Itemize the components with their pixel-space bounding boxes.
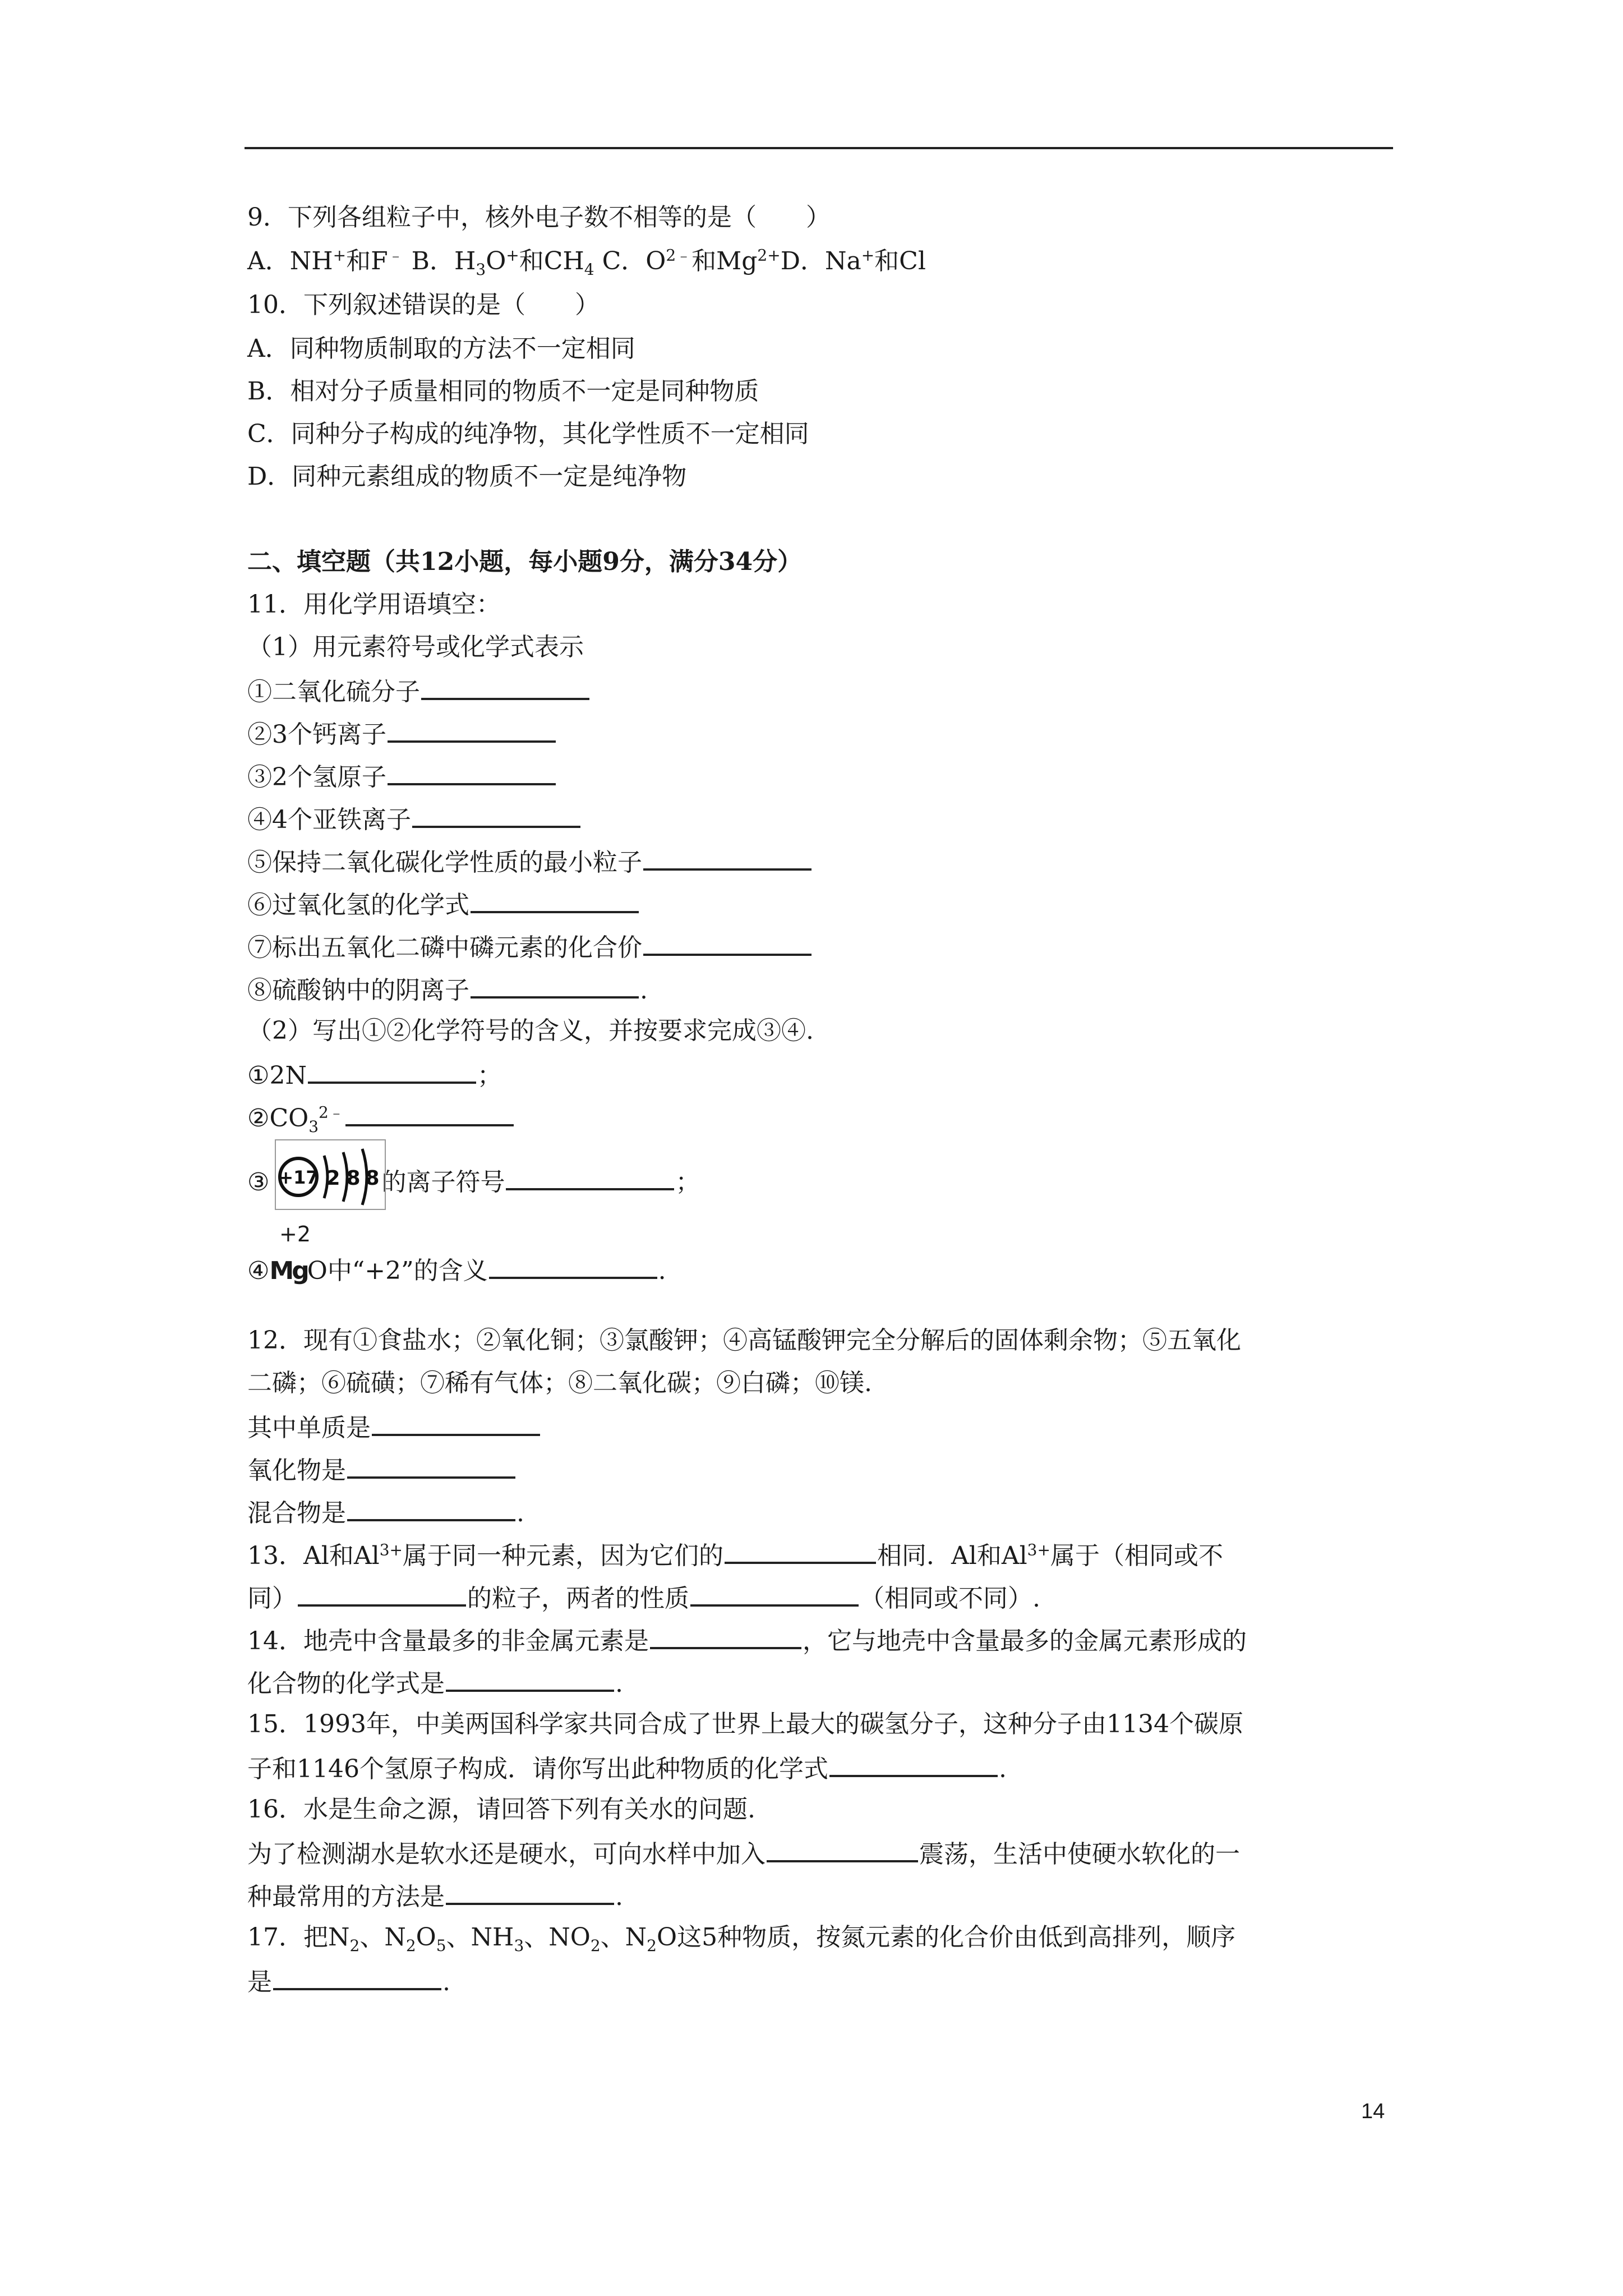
q11-stem: 11．用化学用语填空： <box>247 590 501 619</box>
q11-part2: （2）写出①②化学符号的含义，并按要求完成③④. <box>247 1016 814 1045</box>
page-number: 14 <box>1361 2100 1385 2123</box>
q9-options: A．NH+和F﹣ B．$H_3O^+$和$CH_4$ C．$O^{2﹣}$和$Mg^{2+}D$．Na+和Cl <box>247 246 926 279</box>
answer-blank[interactable] <box>489 1252 657 1279</box>
q10-stem: 10．下列叙述错误的是（ ） <box>247 291 600 319</box>
mg-symbol: Mg <box>269 1257 307 1285</box>
answer-blank[interactable] <box>347 1494 515 1521</box>
q14-line-1: 14．地壳中含量最多的非金属元素是 ，它与地壳中含量最多的金属元素形成的 <box>247 1622 1247 1658</box>
q12-item-a: 其中单质是 <box>247 1409 541 1445</box>
q10-option-b: B．相对分子质量相同的物质不一定是同种物质 <box>247 377 759 406</box>
q10-option-d: D．同种元素组成的物质不一定是纯净物 <box>247 462 687 491</box>
q12-line-1: 12．现有①食盐水；②氧化铜；③氯酸钾；④高锰酸钾完全分解后的固体剩余物；⑤五氧化 <box>247 1326 1241 1355</box>
q11-part1: （1）用元素符号或化学式表示 <box>247 633 584 661</box>
q17-line-1: 17．把$N_2$、$N_2O_5$、$NH_3$、$NO_2$、$N_2O$这5种物质，按氮元素的化合价由低到高排列，顺序 <box>247 1923 1236 1955</box>
q9-stem: 9．下列各组粒子中，核外电子数不相等的是（ ） <box>247 203 831 232</box>
q14-line-2: 化合物的化学式是 . <box>247 1665 623 1701</box>
answer-blank[interactable] <box>372 1409 540 1436</box>
answer-blank[interactable] <box>308 1057 476 1084</box>
answer-blank[interactable] <box>643 844 811 871</box>
section-2-title: 二、填空题（共12小题，每小题9分，满分34分） <box>247 547 803 576</box>
header-rule <box>245 147 1393 149</box>
nucleus-charge: +17 <box>278 1167 319 1188</box>
shell-1-electrons: 2 <box>326 1167 340 1190</box>
q11-p2-item-4: ④MgO中“+2”的含义 . <box>247 1252 666 1288</box>
answer-blank[interactable] <box>298 1580 466 1607</box>
shell-2-electrons: 8 <box>346 1167 361 1190</box>
answer-blank[interactable] <box>725 1537 876 1564</box>
answer-blank[interactable] <box>643 929 811 956</box>
q16-line-1: 16．水是生命之源，请回答下列有关水的问题. <box>247 1795 755 1824</box>
q11-item-5: ⑤保持二氧化碳化学性质的最小粒子 <box>247 844 813 880</box>
answer-blank[interactable] <box>347 1452 515 1479</box>
q11-p2-item-1: ①2N ； <box>247 1057 502 1093</box>
shell-3-electrons: 8 <box>365 1167 380 1190</box>
q16-line-2: 为了检测湖水是软水还是硬水，可向水样中加入 震荡，生活中使硬水软化的一 <box>247 1835 1240 1871</box>
answer-blank[interactable] <box>690 1580 859 1607</box>
answer-blank[interactable] <box>471 886 639 913</box>
answer-blank[interactable] <box>446 1878 614 1905</box>
chlorine-ion-structure-diagram <box>275 1139 387 1212</box>
q12-item-c: 混合物是 . <box>247 1494 524 1530</box>
q10-option-c: C．同种分子构成的纯净物，其化学性质不一定相同 <box>247 420 809 448</box>
answer-blank[interactable] <box>412 801 580 828</box>
q11-p2-item-3: ③ 的离子符号 ； <box>247 1157 700 1199</box>
answer-blank[interactable] <box>421 673 589 700</box>
q17-line-2: 是 . <box>247 1963 450 1999</box>
q11-item-7: ⑦标出五氧化二磷中磷元素的化合价 <box>247 929 813 965</box>
answer-blank[interactable] <box>767 1835 918 1862</box>
valence-charge-label: +2 <box>279 1222 311 1246</box>
answer-blank[interactable] <box>273 1963 441 1990</box>
q11-item-8: ⑧硫酸钠中的阴离子 . <box>247 972 648 1007</box>
answer-blank[interactable] <box>446 1665 614 1692</box>
q11-item-4: ④4个亚铁离子 <box>247 801 582 837</box>
answer-blank[interactable] <box>345 1099 514 1126</box>
answer-blank[interactable] <box>650 1622 801 1649</box>
q11-p2-item-2: $②CO_3^{2﹣}$ <box>247 1099 515 1135</box>
answer-blank[interactable] <box>388 758 556 785</box>
q15-line-2: 子和1146个氢原子构成．请你写出此种物质的化学式 . <box>247 1750 1007 1786</box>
q11-item-2: ②3个钙离子 <box>247 716 557 752</box>
q13-line-2: 同） 的粒子，两者的性质 （相同或不同）. <box>247 1580 1040 1616</box>
q10-option-a: A．同种物质制取的方法不一定相同 <box>247 334 635 363</box>
answer-blank[interactable] <box>471 972 639 999</box>
q11-item-1: ①二氧化硫分子 <box>247 673 591 709</box>
q11-item-6: ⑥过氧化氢的化学式 <box>247 886 640 922</box>
answer-blank[interactable] <box>506 1163 674 1190</box>
q11-item-3: ③2个氢原子 <box>247 758 557 794</box>
q12-item-b: 氧化物是 <box>247 1452 517 1488</box>
answer-blank[interactable] <box>829 1750 998 1777</box>
answer-blank[interactable] <box>388 716 556 743</box>
q15-line-1: 15．1993年，中美两国科学家共同合成了世界上最大的碳氢分子，这种分子由1134个碳原 <box>247 1710 1243 1738</box>
q13-line-1: 13．Al和$Al^{3+}$属于同一种元素，因为它们的 相同．Al和$Al^{3+}$属于（相同或不 <box>247 1537 1223 1573</box>
q12-line-2: 二磷；⑥硫磺；⑦稀有气体；⑧二氧化碳；⑨白磷；⑩镁. <box>247 1369 872 1397</box>
q16-line-3: 种最常用的方法是 . <box>247 1878 623 1914</box>
